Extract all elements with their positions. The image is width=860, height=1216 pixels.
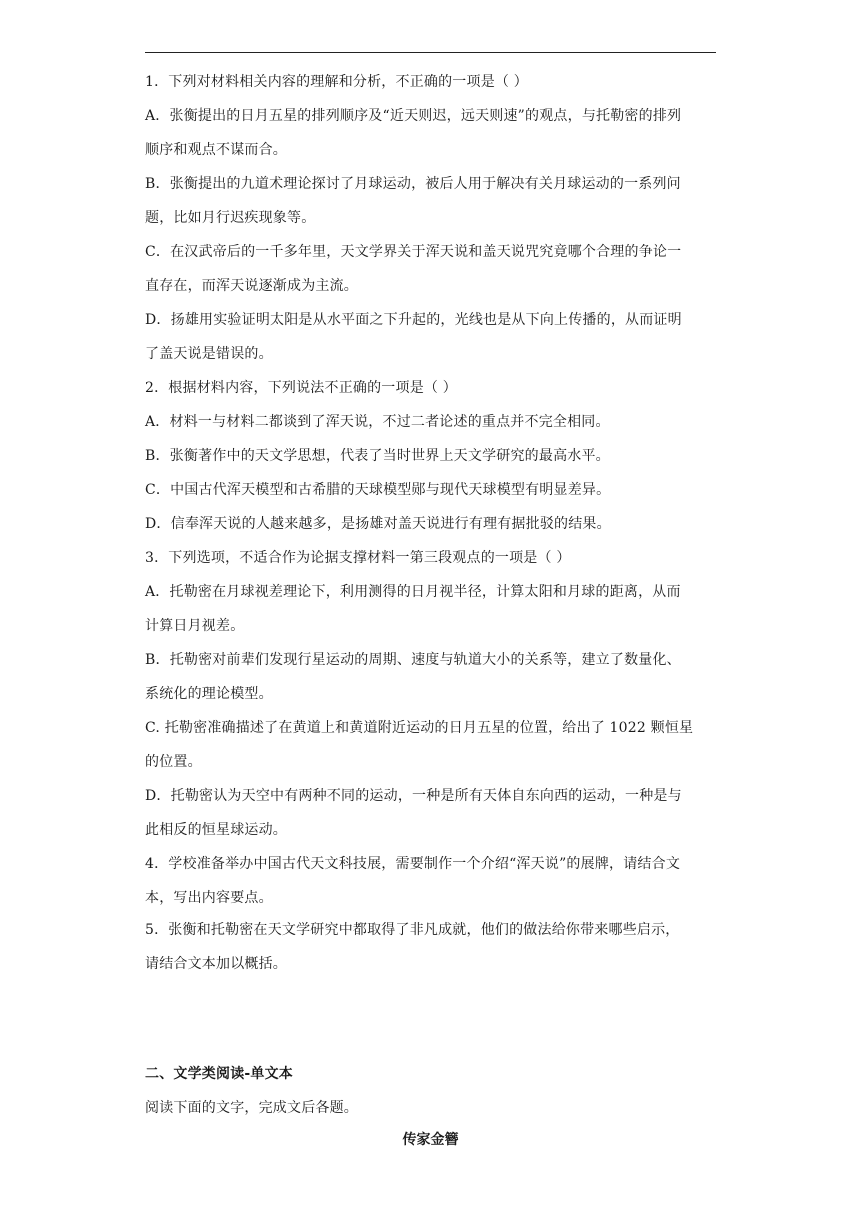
question-1-option-A: A．张衡提出的日月五星的排列顺序及“近天则迟，远天则速”的观点，与托勒密的排列: [145, 108, 682, 124]
question-3-stem: 3．下列选项，不适合作为论据支撑材料一第三段观点的一项是（ ）: [145, 550, 571, 566]
question-2-option-A: A．材料一与材料二都谈到了浑天说，不过二者论述的重点并不完全相同。: [145, 414, 610, 430]
question-1-option-C: C．在汉武帝后的一千多年里，天文学界关于浑天说和盖天说咒究竟哪个合理的争论一: [145, 244, 682, 260]
question-1-option-C: 直存在，而浑天说逐渐成为主流。: [145, 278, 358, 294]
question-3-option-B: 系统化的理论模型。: [145, 686, 273, 702]
question-1-option-D: D．扬雄用实验证明太阳是从水平面之下升起的，光线也是从下向上传播的，从而证明: [145, 312, 682, 328]
question-3-option-A: 计算日月视差。: [145, 618, 245, 634]
question-1-stem: 1．下列对材料相关内容的理解和分析，不正确的一项是（ ）: [145, 74, 528, 90]
question-2-option-B: B．张衡著作中的天文学思想，代表了当时世界上天文学研究的最高水平。: [145, 448, 610, 464]
question-2-option-C: C．中国古代浑天模型和古希腊的天球模型郧与现代天球模型有明显差异。: [145, 482, 611, 498]
question-2-option-D: D．信奉浑天说的人越来越多，是扬雄对盖天说进行有理有据批驳的结果。: [145, 516, 611, 532]
question-3-option-D: D．托勒密认为天空中有两种不同的运动，一种是所有天体自东向西的运动，一种是与: [145, 788, 682, 804]
question-1-option-B: B．张衡提出的九道术理论探讨了月球运动，被后人用于解决有关月球运动的一系列问: [145, 176, 681, 192]
question-1-option-A: 顺序和观点不谋而合。: [145, 142, 287, 158]
question-4-stem: 本，写出内容要点。: [145, 890, 273, 906]
question-3-option-B: B．托勒密对前辈们发现行星运动的周期、速度与轨道大小的关系等，建立了数量化、: [145, 652, 681, 668]
question-4-stem: 4．学校准备举办中国古代天文科技展，需要制作一个介绍“浑天说”的展牌，请结合文: [145, 856, 681, 872]
question-5-stem: 请结合文本加以概括。: [145, 956, 287, 972]
question-3-option-D: 此相反的恒星球运动。: [145, 822, 287, 838]
question-3-option-C: C. 托勒密准确描述了在黄道上和黄道附近运动的日月五星的位置，给出了 1022 颗恒星: [145, 720, 694, 736]
question-1-option-B: 题，比如月行迟疾现象等。: [145, 210, 316, 226]
question-3-option-A: A．托勒密在月球视差理论下，利用测得的日月视半径，计算太阳和月球的距离，从而: [145, 584, 681, 600]
question-2-stem: 2．根据材料内容，下列说法不正确的一项是（ ）: [145, 380, 457, 396]
section-instruction: 阅读下面的文字，完成文后各题。: [145, 1100, 358, 1116]
question-3-option-C: 的位置。: [145, 754, 202, 770]
section-heading: 二、文学类阅读-单文本: [145, 1066, 294, 1082]
story-title: 传家金簪: [402, 1132, 459, 1148]
header-rule: [145, 52, 716, 53]
question-5-stem: 5．张衡和托勒密在天文学研究中都取得了非凡成就，他们的做法给你带来哪些启示，: [145, 922, 680, 938]
question-1-option-D: 了盖天说是错误的。: [145, 346, 273, 362]
